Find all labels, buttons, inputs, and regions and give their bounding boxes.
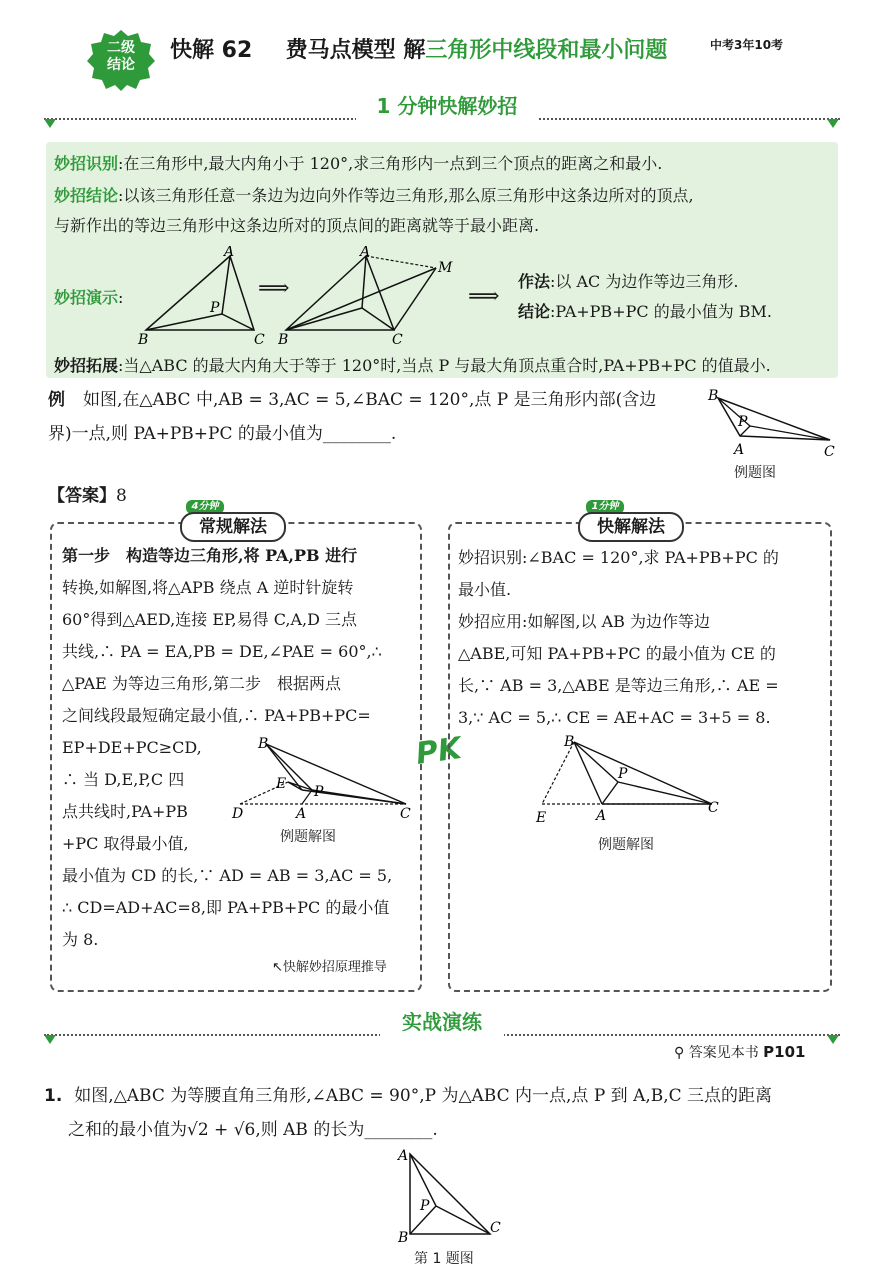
left-footer [272, 956, 387, 975]
exam-note: 中考3年10考 [710, 38, 784, 52]
title-jie: 解 [403, 38, 426, 63]
right-fig-caption: 例题解图 [598, 837, 654, 853]
example-label: 例 [48, 390, 65, 410]
left-line-3: 60°得到△AED,连接 EP,易得 C,A,D 三点 [62, 610, 358, 629]
identify-text: :在三角形中,最大内角小于 120°,求三角形内一点到三个顶点的距离之和最小. [118, 154, 663, 173]
pen-icon: ↖ [272, 960, 283, 975]
conclusion-line2: 与新作出的等边三角形中这条边所对的顶点间的距离就等于最小距离. [54, 216, 540, 235]
svg-text:C: C [708, 800, 719, 816]
svg-text:B: B [258, 736, 269, 752]
demo-figure-1 [136, 246, 270, 346]
svg-text:A: A [296, 806, 307, 822]
svg-text:P: P [314, 784, 324, 800]
pk-mark: PK [413, 731, 464, 772]
left-line-7: EP+DE+PC≥CD, [62, 738, 202, 757]
svg-text:B: B [278, 332, 289, 346]
svg-text:P: P [210, 300, 220, 316]
section1-title: 1 分钟快解妙招 [376, 94, 518, 118]
title-model: 费马点模型 [285, 38, 396, 63]
right-time-chip: 1分钟 [586, 500, 624, 514]
svg-text:E: E [276, 776, 287, 792]
title-rest: 三角形中线段和最小问题 [425, 38, 668, 63]
left-fig-caption: 例题解图 [280, 829, 336, 845]
svg-text:P: P [420, 1198, 430, 1214]
left-line-10: +PC 取得最小值, [62, 834, 189, 853]
right-line-4: △ABE,可知 PA+PB+PC 的最小值为 CE 的 [458, 644, 776, 663]
right-line-3: 妙招应用:如解图,以 AB 为边作等边 [458, 612, 710, 631]
extend-line [54, 350, 771, 382]
example-line1 [48, 384, 656, 416]
demo-colon: : [118, 288, 124, 307]
svg-text:C: C [254, 332, 265, 346]
demo-arrow-1: ⟹ [258, 276, 290, 301]
answer-label: 【答案】 [48, 486, 116, 506]
svg-text:D: D [232, 806, 244, 822]
demo-label-line [54, 282, 123, 314]
extend-label: 妙招拓展 [54, 356, 119, 375]
svg-text:M: M [438, 260, 453, 276]
left-line-11: 最小值为 CD 的长,∵ AD = AB = 3,AC = 5, [62, 866, 393, 885]
svg-text:P: P [738, 414, 748, 430]
left-time-chip: 4分钟 [186, 500, 224, 514]
svg-text:C: C [400, 806, 411, 822]
problem1-line2: 之和的最小值为√2 + √6,则 AB 的长为________. [68, 1120, 438, 1140]
example-text1: 如图,在△ABC 中,AB = 3,AC = 5,∠BAC = 120°,点 P 是三角形内部(含边 [83, 390, 657, 410]
badge-line2: 结论 [107, 57, 135, 73]
conclusion-line [54, 180, 694, 212]
svg-text:A: A [398, 1148, 409, 1164]
result-line [518, 296, 772, 328]
method-line [518, 266, 738, 298]
right-tab: 快解解法 [578, 512, 684, 542]
problem1-line1 [44, 1080, 772, 1112]
left-line-1: 第一步 构造等边三角形,将 PA,PB 进行 [62, 546, 358, 565]
identify-line [54, 148, 662, 180]
answer-value: 8 [116, 486, 127, 506]
title-prefix: 快解 62 [170, 38, 253, 63]
demo-label: 妙招演示 [54, 288, 119, 307]
right-line-2: 最小值. [458, 580, 512, 599]
svg-text:A: A [224, 246, 235, 260]
right-line-1: 妙招识别:∠BAC = 120°,求 PA+PB+PC 的 [458, 548, 779, 567]
svg-text:A: A [734, 442, 745, 458]
result-label: 结论 [518, 302, 551, 321]
answer-line [48, 480, 127, 512]
problem1-fig-caption: 第 1 题图 [414, 1251, 474, 1267]
identify-label: 妙招识别 [54, 154, 119, 173]
example-line2: 界)一点,则 PA+PB+PC 的最小值为________. [48, 424, 397, 444]
left-tab: 常规解法 [180, 512, 286, 542]
header-badge [86, 28, 156, 92]
problem1-number: 1. [44, 1086, 63, 1106]
svg-text:C: C [490, 1220, 501, 1236]
right-line-5: 长,∵ AB = 3,△ABE 是等边三角形,∴ AE = [458, 676, 779, 695]
left-line-6: 之间线段最短确定最小值,∴ PA+PB+PC= [62, 706, 371, 725]
page-title [170, 36, 667, 66]
example-figure [700, 386, 844, 464]
demo-figure-2 [278, 246, 456, 346]
demo-arrow-2: ⟹ [468, 284, 500, 309]
link-icon: ⚲ [674, 1045, 685, 1061]
right-solution-figure [534, 732, 724, 828]
left-solution-figure [230, 734, 414, 824]
svg-text:B: B [564, 734, 575, 750]
right-panel-text [458, 542, 826, 734]
svg-text:P: P [618, 766, 628, 782]
answer-ref-page: P101 [763, 1043, 806, 1061]
left-line-5: △PAE 为等边三角形,第二步 根据两点 [62, 674, 342, 693]
left-line-2: 转换,如解图,将△APB 绕点 A 逆时针旋转 [62, 578, 354, 597]
result-text: :PA+PB+PC 的最小值为 BM. [550, 302, 773, 321]
example-fig-caption: 例题图 [734, 465, 776, 481]
left-line-4: 共线,∴ PA = EA,PB = DE,∠PAE = 60°,∴ [62, 642, 382, 661]
extend-text: :当△ABC 的最大内角大于等于 120°时,当点 P 与最大角顶点重合时,PA+PB+PC 的值最小. [118, 356, 771, 375]
problem1-text1: 如图,△ABC 为等腰直角三角形,∠ABC = 90°,P 为△ABC 内一点,点 P 到 A,B,C 三点的距离 [74, 1086, 773, 1106]
left-line-9: 点共线时,PA+PB [62, 802, 188, 821]
svg-text:C: C [392, 332, 403, 346]
left-footer-text: 快解妙招原理推导 [282, 960, 387, 975]
conclusion-label: 妙招结论 [54, 186, 119, 205]
left-line-8: ∴ 当 D,E,P,C 四 [62, 770, 185, 789]
svg-text:A: A [596, 808, 607, 824]
answer-ref [674, 1042, 805, 1062]
left-line-12: ∴ CD=AD+AC=8,即 PA+PB+PC 的最小值 [62, 898, 390, 917]
method-text: :以 AC 为边作等边三角形. [550, 272, 739, 291]
method-label: 作法 [518, 272, 551, 291]
svg-text:E: E [536, 810, 547, 826]
svg-text:C: C [824, 444, 835, 460]
right-line-6: 3,∵ AC = 5,∴ CE = AE+AC = 3+5 = 8. [458, 708, 771, 727]
conclusion-text: :以该三角形任意一条边为边向外作等边三角形,那么原三角形中这条边所对的顶点, [118, 186, 694, 205]
svg-text:B: B [398, 1230, 409, 1246]
svg-text:A: A [360, 246, 371, 260]
section2-title: 实战演练 [402, 1010, 482, 1034]
svg-text:B: B [708, 388, 719, 404]
answer-ref-text: 答案见本书 [688, 1045, 759, 1061]
badge-line1: 二级 [107, 40, 135, 56]
left-line-13: 为 8. [62, 930, 99, 949]
svg-text:B: B [138, 332, 149, 346]
problem1-figure [394, 1146, 504, 1246]
